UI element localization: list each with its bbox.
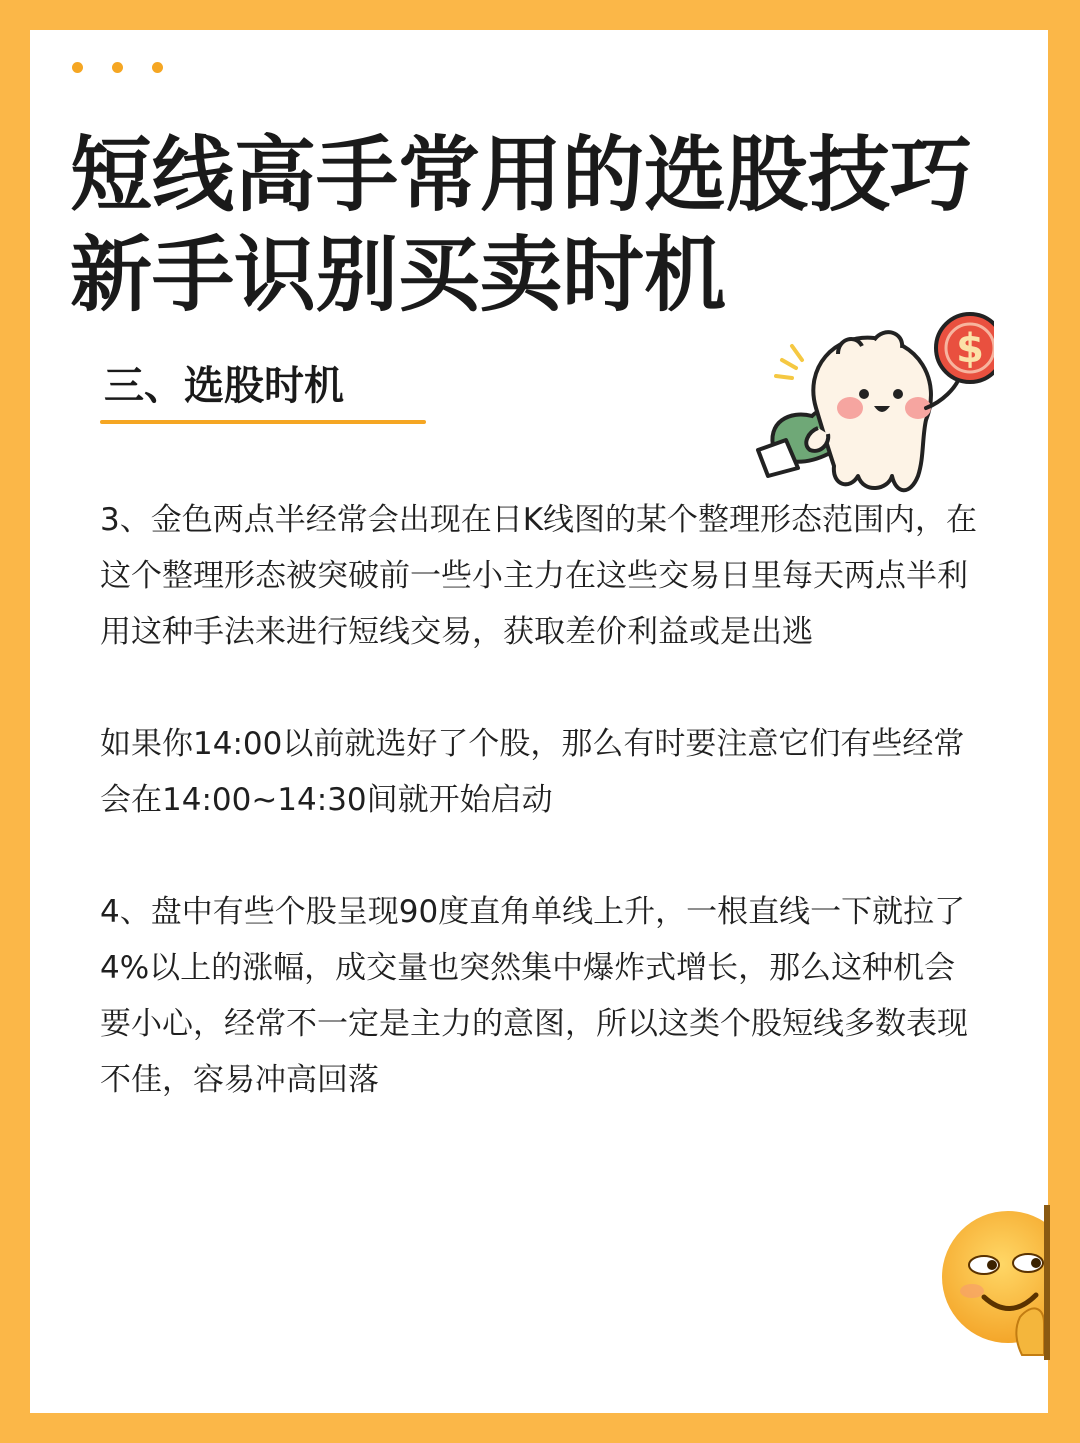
smirk-peeking-emoji-icon bbox=[940, 1205, 1050, 1360]
paragraph-2: 如果你14:00以前就选好了个股，那么有时要注意它们有些经常会在14:00~14:30间就开始启动 bbox=[100, 726, 965, 818]
article-body bbox=[100, 492, 985, 1108]
window-dots bbox=[72, 62, 163, 73]
section-heading: 三、选股时机 bbox=[104, 363, 344, 409]
paragraph-spacer bbox=[100, 828, 985, 884]
dot-3 bbox=[152, 62, 163, 73]
paragraph-3: 4、盘中有些个股呈现90度直角单线上升，一根直线一下就拉了4%以上的涨幅，成交量也突然集中爆炸式增长，那么这种机会要小心，经常不一定是主力的意图，所以这类个股短线多数表现不佳，容易冲高回落 bbox=[100, 894, 968, 1098]
dot-2 bbox=[112, 62, 123, 73]
content-card bbox=[30, 30, 1048, 1413]
title-line-2: 新手识别买卖时机 bbox=[70, 228, 727, 323]
title-line-1: 短线高手常用的选股技巧 bbox=[70, 128, 973, 223]
paragraph-1: 3、金色两点半经常会出现在日K线图的某个整理形态范围内，在这个整理形态被突破前一些小主力在这些交易日里每天两点半利用这种手法来进行短线交易，获取差价利益或是出逃 bbox=[100, 502, 978, 650]
section-underline bbox=[100, 420, 426, 424]
paragraph-spacer bbox=[100, 660, 985, 716]
mascot-holding-coin-icon bbox=[746, 298, 994, 510]
coin-symbol: $ bbox=[956, 326, 984, 372]
section-header bbox=[104, 358, 344, 414]
dot-1 bbox=[72, 62, 83, 73]
page-title bbox=[70, 126, 1030, 326]
